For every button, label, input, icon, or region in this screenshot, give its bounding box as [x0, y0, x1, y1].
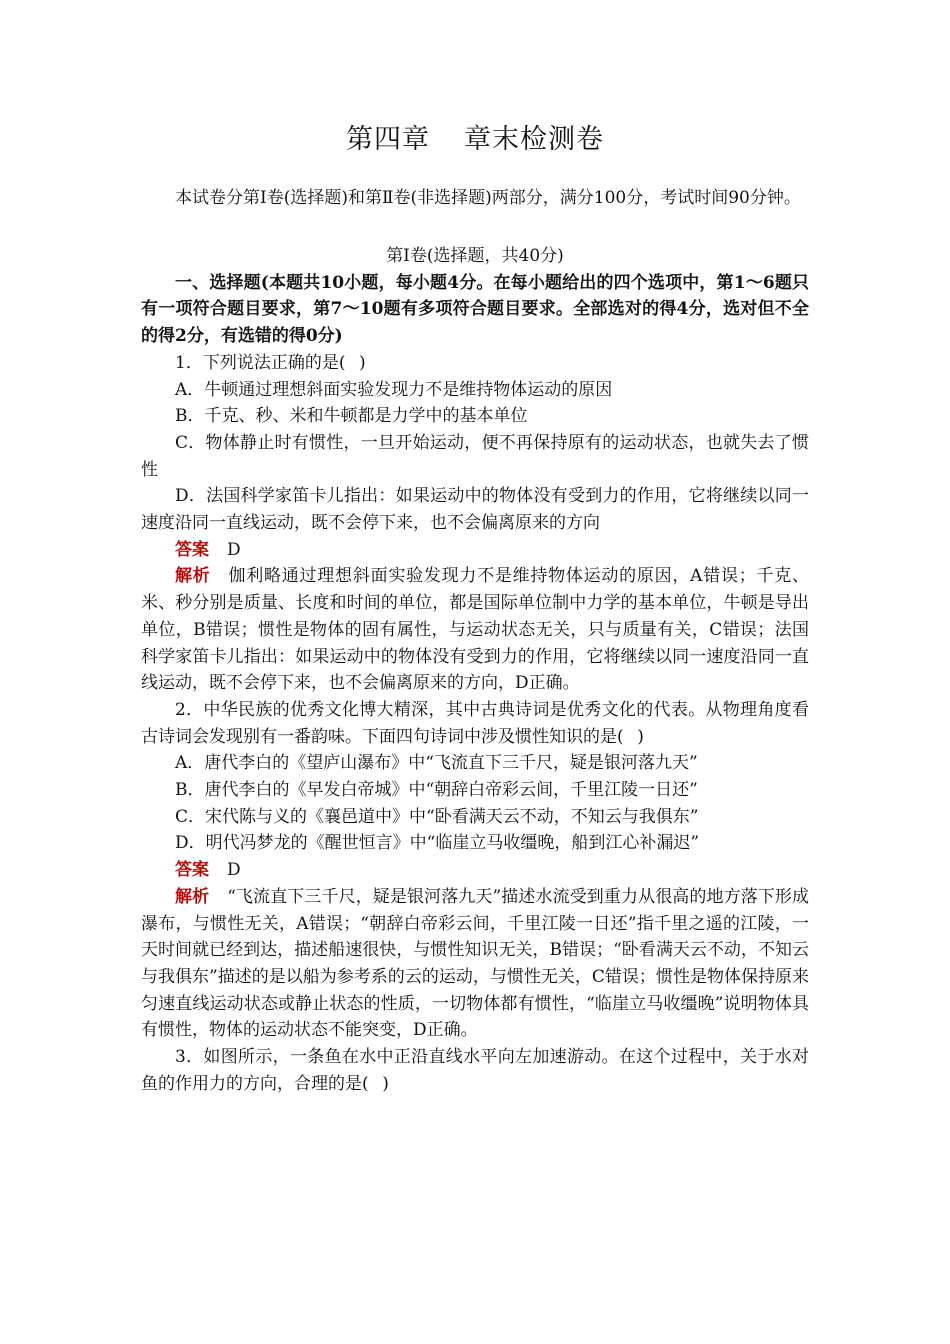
q2-option-c: C．宋代陈与义的《襄邑道中》中“卧看满天云不动，不知云与我俱东” [175, 806, 699, 827]
q2-analysis-text: “飞流直下三千尺，疑是银河落九天”描述水流受到重力从很高的地方落下形成瀑布，与惯性无关，A错误；“朝辞白帝彩云间，千里江陵一日还”指千里之遥的江陵，一天时间就已经到达，描述船速很快，与惯性知识无关，B错误；“卧看满天云不动，不知云与我俱东”描述的是以船为参考系的云的运动，与惯性无关，C错误；惯性是物体保持原来匀速直线运动状态或静止状态的性质，一切物体都有惯性，“临崖立马收缰晚”说明物体具有惯性，物体的运动状态不能突变，D正确。 [141, 886, 809, 1041]
q2-answer-value: D [227, 860, 241, 881]
title-subtitle: 章末检测卷 [464, 124, 604, 155]
answer-label: 答案 [175, 860, 209, 881]
q3-stem: 3．如图所示，一条鱼在水中正沿直线水平向左加速游动。在这个过程中，关于水对鱼的作用力的方向，合理的是( ) [141, 1047, 809, 1094]
answer-label: 答案 [175, 539, 209, 560]
q2-stem: 2．中华民族的优秀文化博大精深，其中古典诗词是优秀文化的代表。从物理角度看古诗词会发现别有一番韵味。下面四句诗词中涉及惯性知识的是( ) [141, 699, 809, 747]
q2-option-b: B．唐代李白的《早发白帝城》中“朝辞白帝彩云间，千里江陵一日还” [175, 780, 698, 801]
q2-analysis [141, 884, 809, 1044]
q2-option-a: A．唐代李白的《望庐山瀑布》中“飞流直下三千尺，疑是银河落九天” [175, 753, 698, 774]
questions-block [141, 243, 809, 1098]
q1-analysis-text: 伽利略通过理想斜面实验发现力不是维持物体运动的原因，A错误；千克、米、秒分别是质量、长度和时间的单位，都是国际单位制中力学的基本单位，牛顿是导出单位，B错误；惯性是物体的固有属性，与运动状态无关，只与质量有关，C错误；法国科学家笛卡儿指出：如果运动中的物体没有受到力的作用，它将继续以同一速度沿同一直线运动，既不会停下来，也不会偏离原来的方向，D正确。 [141, 566, 809, 694]
q1-stem: 1．下列说法正确的是( ) [175, 352, 366, 373]
q1-answer [141, 537, 809, 564]
q1-analysis [141, 563, 809, 697]
section-header: 第Ⅰ卷(选择题，共40分) [386, 246, 564, 266]
q1-option-c: C．物体静止时有惯性，一旦开始运动，便不再保持原有的运动状态，也就失去了惯性 [141, 432, 809, 480]
q1-answer-value: D [227, 539, 241, 560]
q1-option-a: A．牛顿通过理想斜面实验发现力不是维持物体运动的原因 [175, 379, 613, 400]
q1-option-d: D．法国科学家笛卡儿指出：如果运动中的物体没有受到力的作用，它将继续以同一速度沿同一直线运动，既不会停下来，也不会偏离原来的方向 [141, 486, 809, 534]
part-instructions: 一、选择题(本题共10小题，每小题4分。在每小题给出的四个选项中，第1～6题只有一项符合题目要求，第7～10题有多项符合题目要求。全部选对的得4分，选对但不全的得2分，有选错的得0分) [141, 272, 809, 347]
intro-block [141, 185, 809, 212]
analysis-label: 解析 [175, 886, 210, 907]
intro-paragraph: 本试卷分第Ⅰ卷(选择题)和第Ⅱ卷(非选择题)两部分，满分100分，考试时间90分钟。 [175, 188, 801, 208]
title-chapter: 第四章 [346, 124, 430, 155]
analysis-label: 解析 [175, 566, 211, 587]
q2-answer [141, 857, 809, 884]
q2-option-d: D．明代冯梦龙的《醒世恒言》中“临崖立马收缰晚，船到江心补漏迟” [175, 833, 700, 854]
q1-option-b: B．千克、秒、米和牛顿都是力学中的基本单位 [175, 406, 528, 427]
page-title [0, 117, 950, 156]
